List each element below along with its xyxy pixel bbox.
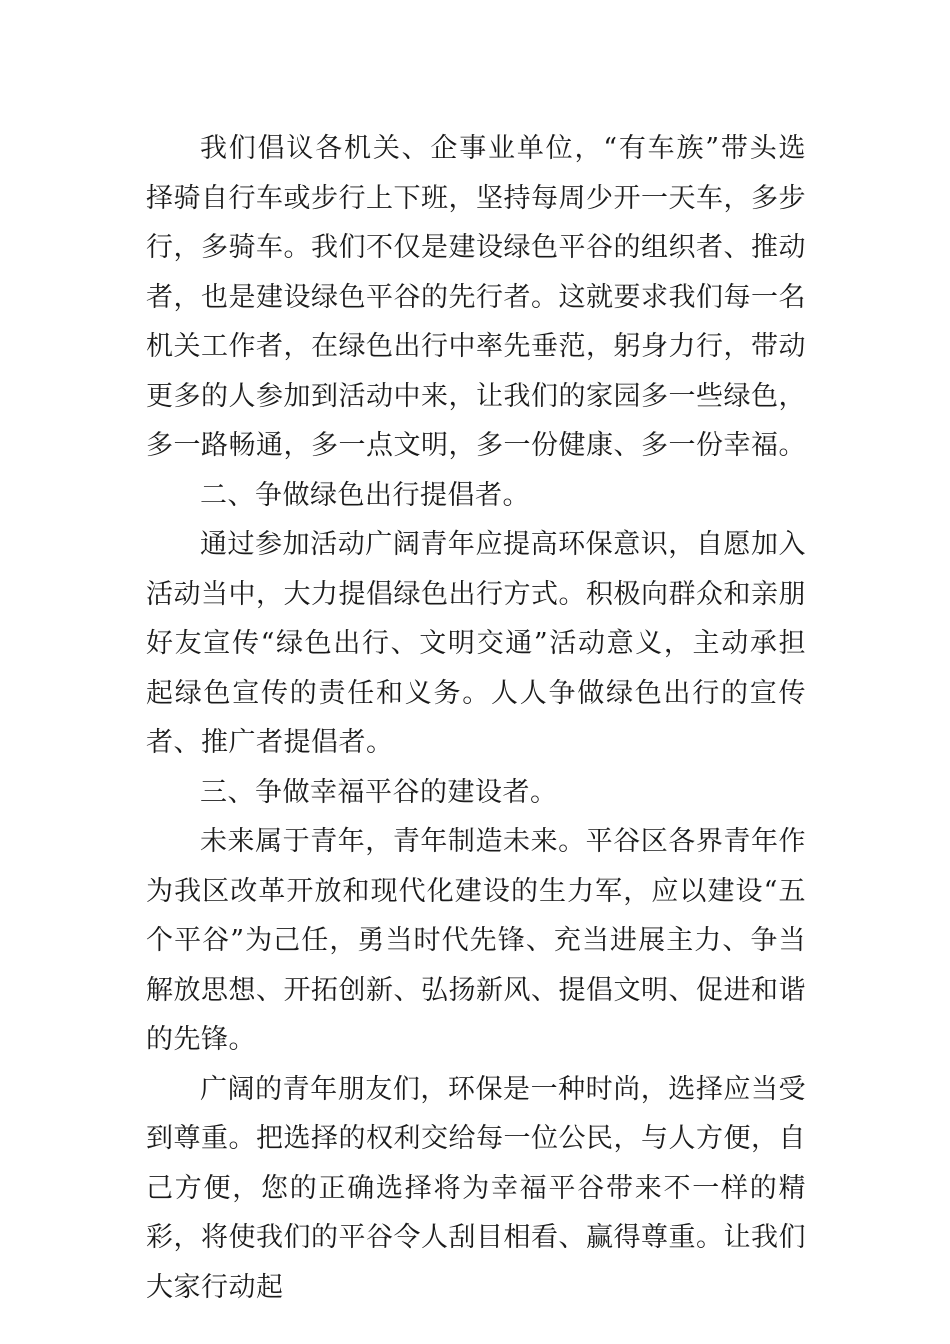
paragraph-environmental-awareness: 通过参加活动广阔青年应提高环保意识，自愿加入活动当中，大力提倡绿色出行方式。积极向群众和亲朋好友宣传“绿色出行、文明交通”活动意义，主动承担起绿色宣传的责任和义务。人人争做绿色出行的宣传者、推广者提倡者。 — [146, 529, 806, 758]
heading-green-travel-advocate: 二、争做绿色出行提倡者。 — [200, 479, 530, 511]
document-body — [146, 124, 806, 1312]
paragraph-youth-future: 未来属于青年，青年制造未来。平谷区各界青年作为我区改革开放和现代化建设的生力军，应以建设“五个平谷”为己任，勇当时代先锋、充当进展主力、争当解放思想、开拓创新、弘扬新风、提倡文明、促进和谐的先锋。 — [146, 826, 806, 1055]
paragraph-call-to-action: 广阔的青年朋友们，环保是一种时尚，选择应当受到尊重。把选择的权利交给每一位公民，与人方便，自己方便，您的正确选择将为幸福平谷带来不一样的精彩，将使我们的平谷令人刮目相看、赢得尊重。让我们大家行动起 — [146, 1073, 806, 1303]
paragraph-green-commute-initiative: 我们倡议各机关、企事业单位，“有车族”带头选择骑自行车或步行上下班，坚持每周少开一天车，多步行，多骑车。我们不仅是建设绿色平谷的组织者、推动者，也是建设绿色平谷的先行者。这就要求我们每一名机关工作者，在绿色出行中率先垂范，躬身力行，带动更多的人参加到活动中来，让我们的家园多一些绿色，多一路畅通，多一点文明，多一份健康、多一份幸福。 — [146, 133, 806, 461]
heading-happy-pinggu-builder: 三、争做幸福平谷的建设者。 — [200, 776, 558, 808]
